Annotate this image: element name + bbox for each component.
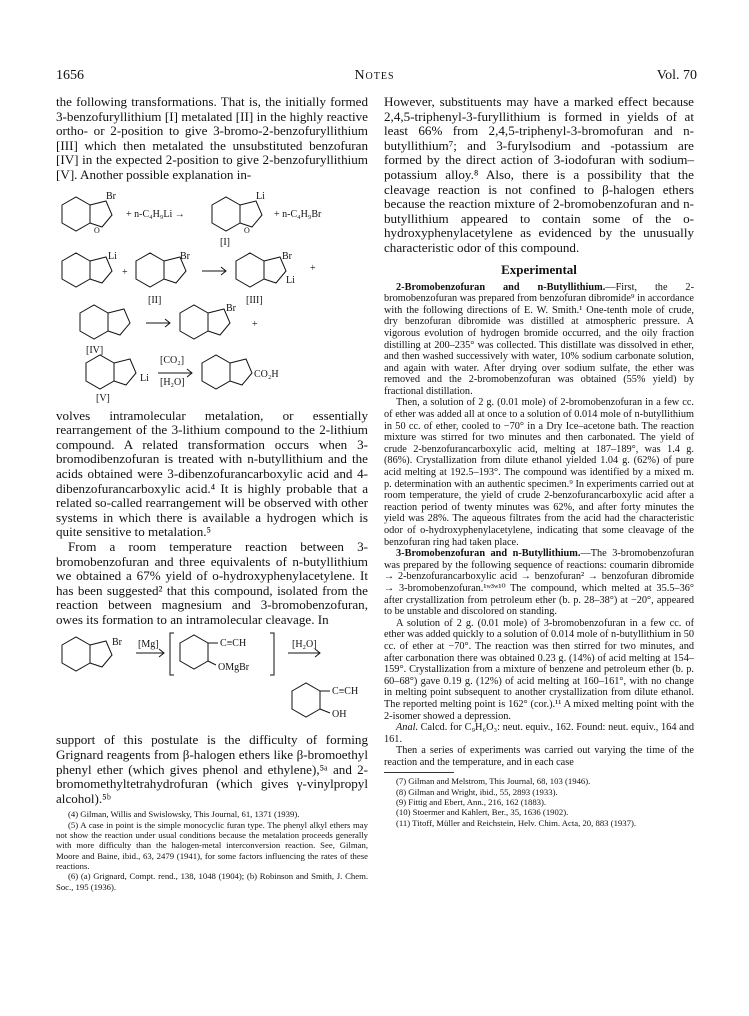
- footnote-11: (11) Titoff, Müller and Reichstein, Helv. Chim. Acta, 20, 883 (1937).: [396, 817, 637, 828]
- product-butylbromide: + n-C₄H₉Br: [274, 208, 322, 220]
- experiment-1-body: —First, the 2-bromobenzofuran was prepared from benzofuran dibromide⁹ in accordance with the following directions of E. W. Smith.¹ One-tenth mole of crude, dry benzofuran dibromide was distilled at atmospheric pressure. A vigorous evolution of hydrogen bromide occurred, and the oily fraction distilling at 200–235° was collected. This distillate was dissolved in ether, and then washed successively with water, 10% sodium carbonate solution, and again with water. After drying over sodium sulfate, the ether was removed and the 2-bromobenzofuran was obtained (55% yield) by fractional distillation.: [384, 281, 695, 397]
- h2o-reagent: [H₂O]: [160, 376, 185, 388]
- right-footnotes: [384, 776, 694, 827]
- o-label: O: [244, 225, 250, 235]
- analysis-heading: Anal.: [396, 722, 419, 734]
- br-label: Br: [106, 190, 116, 202]
- br-label: Br: [180, 250, 190, 262]
- o-label: O: [94, 225, 100, 235]
- support-paragraph: support of this postulate is the difficulty of forming Grignard reagents from β-halogen ethers like β-bromoethyl phenyl ether (which gives phenol and ethylene),⁵ᵃ and 2-bromomethyltetrahydrofuran (which gives γ-vinylpropyl alcohol).⁵ᵇ: [56, 732, 368, 806]
- analysis-body: Calcd. for C₉H₆O₃: neut. equiv., 162. Found: neut. equiv., 164 and 161.: [384, 722, 694, 745]
- co2h-label: CO₂H: [254, 368, 279, 380]
- bromobenzofuran-structure: [62, 191, 117, 235]
- co2-reagent: [CO₂]: [160, 354, 185, 366]
- section-title: Experimental: [501, 261, 577, 277]
- room-temperature-paragraph: From a room temperature reaction between 3-bromobenzofuran and three equivalents of n-butyllithium we obtained a 67% yield of o-hydroxyphenylacetylene. It has been suggested² that this compound, isolated from the reaction between magnesium and 3-bromobenzofuran, owes its formation to an intramolecular cleavage. In: [56, 538, 368, 627]
- volves-paragraph: volves intramolecular metalation, or essentially rearrangement of the 3-lithium compound to the 2-lithium compound. A related transformation occurs when 3-bromodibenzofuran is treated with n-butyllithium and the acids obtained were 3-dibenzofurancarboxylic acid and 4-dibenzofurancarboxylic acid.⁴ It is highly probable that a related so-called rearrangement will be observed with other systems in which there is available a hydrogen which is quite sensitive to metalation.⁵: [56, 407, 368, 540]
- metalation-scheme: [56, 187, 368, 405]
- footnote-10: (10) Stoermer and Kahlert, Ber., 35, 1636 (1902).: [396, 807, 569, 818]
- label-III: [III]: [246, 294, 263, 306]
- right-column: [384, 95, 694, 828]
- li-label: Li: [286, 274, 295, 286]
- plus-sign: +: [122, 266, 128, 278]
- footnote-5: (5) A case in point is the simple monocyclic furan type. The phenyl alkyl ethers may not show the reaction under usual conditions because the metalation proceeds generally with more difficulty than the halogen-metal interconversion reaction. See, Gilman, Moore and Baine, ibid., 63, 2479 (1941), for some factors influencing the rates of these reactions.: [56, 819, 368, 871]
- label-V: [V]: [96, 392, 110, 404]
- footnote-6: (6) (a) Grignard, Compt. rend., 138, 1048 (1904); (b) Robinson and Smith, J. Chem. Soc., 195 (1936).: [56, 871, 368, 892]
- mg-reagent: [Mg]: [138, 639, 159, 651]
- running-title: Notes: [354, 68, 395, 83]
- footnote-8: (8) Gilman and Wright, ibid., 55, 2893 (1933).: [396, 786, 558, 797]
- experiment-1-then: Then, a solution of 2 g. (0.01 mole) of 2-bromobenzofuran in a few cc. of ether was added all at once to a solution of 0.014 mole of n-butyllithium in 50 cc. of ether, cooled to −70° in a Dry Ice–acetone bath. The reaction mixture was stirred for two minutes and then carbonated. The yield of crude 2-benzofurancarboxylic acid, melting at 187–189°, was 1.4 g. (86%). Crystallization from dilute ethanol yielded 1.04 g. (62%) of pure acid melting at 192.5–193°. The compound was identified by a mixed m. p. determination with an authentic specimen.⁹ In experiments carried out at room temperature, the yield of crude 2-benzofurancarboxylic acid after a reaction period of twenty minutes was 62%, and after forty minutes the yield was 28%. The aqueous filtrates from the acid had the characteristic odor of o-hydroxyphenylacetylene, indicating that some cleavage of the benzofuran ring had taken place.: [384, 397, 694, 548]
- then-paragraph: Then a series of experiments was carried out varying the time of the reaction and the temperature, and in each case: [384, 745, 694, 768]
- page-number: 1656: [56, 68, 84, 83]
- footnote-divider: [384, 772, 454, 773]
- experiment-1-paragraph: [384, 282, 694, 398]
- left-footnotes: [56, 809, 368, 891]
- oh-label: OH: [332, 709, 347, 721]
- experiment-2-solution: A solution of 2 g. (0.01 mole) of 3-bromobenzofuran in a few cc. of ether was added quickly to a solution of 0.014 mole of n-butyllithium in 50 cc. of ether at −70°. The reaction was then stirred for two minutes, and after carbonation there was obtained 0.23 g. (14%) of acid melting at 154–159°. Crystallization from a mixture of benzene and petroleum ether (b. p. 60–68°) gave 0.19 g. (12%) of acid melting at 160–161°, with no change in melting point subsequent to another crystallization from dilute ethanol. The reported melting point is 162° (cor.).¹¹ A mixed melting point with the 2-isomer showed a depression.: [384, 617, 695, 722]
- footnote-4: (4) Gilman, Willis and Swislowsky, This Journal, 61, 1371 (1939).: [68, 809, 300, 820]
- lithiobenzofuran-structure: [212, 191, 265, 235]
- left-column: [56, 95, 368, 892]
- br-label: Br: [112, 637, 122, 649]
- br-label: Br: [226, 302, 236, 314]
- page-header: [0, 68, 749, 86]
- experiment-2-body: —The 3-bromobenzofuran was prepared by the following sequence of reactions: coumarin dibromide → 2-benzofurancarboxylic acid → benzofuran² → benzofuran dibromide → 3-bromobenzofuran.¹ʷ³ʷ¹⁰ The compound, which melted at 35.5–36° after crystallization from petroleum ether (b. p. 28–38°) at −20°, appeared to be unstable and discolored on standing.: [384, 548, 695, 618]
- label-I: [I]: [220, 236, 230, 248]
- intro-paragraph: the following transformations. That is, the initially formed 3-benzofuryllithium [I] metalated [II] in the highly reactive ortho- or 2-position to give 3-bromo-2-benzofuryllithium [III] which then metalated the unsubstituted benzofuran [IV] in the expected 2-position to give 2-benzofuryllithium [V]. Another possible explanation in-: [56, 94, 368, 182]
- acetylene-label: C≡CH: [332, 686, 359, 698]
- however-paragraph: However, substituents may have a marked effect because 2,4,5-triphenyl-3-furyllithium is formed in yields of at least 66% from 2,4,5-triphenyl-3-bromofuran and n-butyllithium⁷; and 3-furylsodium and -potassium are formed by the direct action of 3-iodofuran with sodium–potassium alloy.⁸ Also, there is a possibility that the cleavage reaction is not confined to β-halogen ethers because the reaction mixture of 2-bromobenzofuran and n-butyllithium appeared to contain some of the o-hydroxyphenylacetylene as evidenced by the unusually characteristic odor of this compound.: [384, 94, 694, 255]
- grignard-scheme: [56, 631, 368, 729]
- analysis-paragraph: [384, 722, 694, 745]
- plus-sign: +: [252, 318, 258, 330]
- br-label: Br: [282, 250, 292, 262]
- footnote-7: (7) Gilman and Melstrom, This Journal, 68, 103 (1946).: [396, 776, 591, 787]
- li-label: Li: [108, 250, 117, 262]
- label-II: [II]: [148, 294, 162, 306]
- plus-sign: +: [310, 262, 316, 274]
- experiment-1-heading: 2-Bromobenzofuran and n-Butyllithium.: [396, 281, 606, 293]
- volume-label: Vol. 70: [656, 68, 697, 83]
- footnote-9: (9) Fittig and Ebert, Ann., 216, 162 (1883).: [396, 797, 547, 808]
- reagent-butyllithium: + n-C₄H₉Li →: [126, 208, 185, 220]
- omgbr-label: OMgBr: [218, 662, 250, 674]
- acetylide-label: C≡CH: [220, 638, 247, 650]
- h2o-reagent: [H₂O]: [292, 639, 317, 651]
- label-IV: [IV]: [86, 344, 104, 356]
- experiment-2-paragraph: [384, 548, 694, 618]
- li-label: Li: [140, 372, 149, 384]
- experiment-2-heading: 3-Bromobenzofuran and n-Butyllithium.: [396, 548, 581, 560]
- li-label: Li: [256, 190, 265, 202]
